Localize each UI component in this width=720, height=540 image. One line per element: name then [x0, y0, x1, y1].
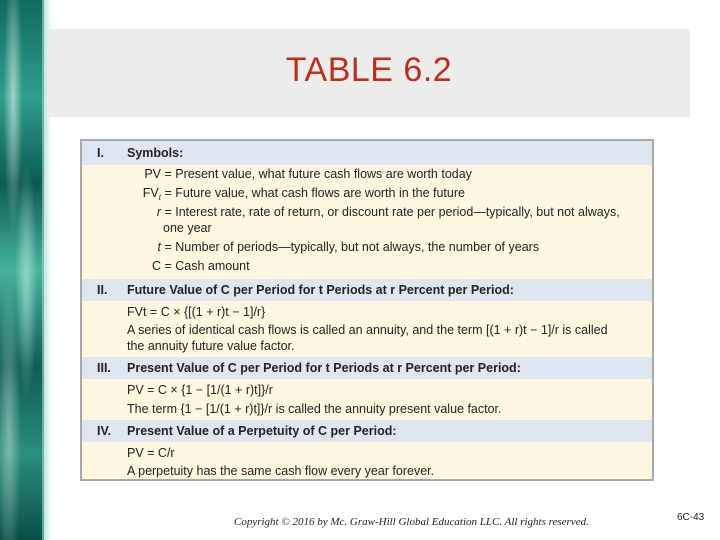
formula-line: the annuity future value factor.: [127, 339, 295, 353]
symbol: t: [157, 240, 161, 254]
definition: = Future value, what cash flows are worth in the future: [161, 186, 465, 200]
section-header-2: [82, 279, 652, 301]
definition: = Present value, what future cash flows are worth today: [161, 167, 472, 181]
title-band: [48, 29, 690, 117]
formula-line: The term {1 − [1/(1 + r)t]}/r is called the annuity present value factor.: [127, 402, 502, 416]
section-header-4: [82, 420, 652, 442]
section-heading: Symbols:: [127, 146, 184, 160]
symbol: C: [151, 259, 161, 273]
copyright-notice: Copyright © 2016 by Mc. Graw-Hill Global Education LLC. All rights reserved.: [234, 516, 589, 528]
symbol-line-t: [127, 240, 539, 254]
section-numeral: III.: [97, 361, 111, 375]
section-numeral: I.: [97, 146, 104, 160]
symbol: $FV_t$: [142, 186, 161, 202]
formula-line: A perpetuity has the same cash flow every year forever.: [127, 464, 435, 478]
definition: = Number of periods—typically, but not always, the number of years: [161, 240, 540, 254]
symbol-line-fv: [127, 186, 465, 202]
section-heading: Present Value of a Perpetuity of C per Period:: [127, 424, 397, 438]
slide-title: TABLE 6.2: [285, 51, 453, 89]
symbol: PV: [144, 167, 161, 181]
formula-line: FVt = C × {[(1 + r)t − 1]/r}: [127, 305, 266, 319]
definition: = Cash amount: [161, 259, 250, 273]
symbol-line-r: [127, 205, 620, 219]
section-header-1: [82, 141, 652, 165]
section-numeral: IV.: [97, 424, 112, 438]
formula-line: PV = C × {1 − [1/(1 + r)t]}/r: [127, 383, 273, 397]
definition: one year: [163, 221, 212, 235]
definition: = Interest rate, rate of return, or discount rate per period—typically, but not always,: [161, 205, 620, 219]
symbol-line-pv: [127, 167, 472, 181]
formula-table: [80, 139, 654, 481]
decorative-side-image: [0, 0, 44, 540]
section-heading: Present Value of C per Period for t Periods at r Percent per Period:: [127, 361, 521, 375]
formula-line: A series of identical cash flows is called an annuity, and the term [(1 + r)t − 1]/r is called: [127, 323, 608, 337]
section-heading: Future Value of C per Period for t Periods at r Percent per Period:: [127, 283, 514, 297]
symbol-line-c: [127, 259, 250, 273]
page-number: 6C-43: [677, 512, 705, 523]
section-header-3: [82, 357, 652, 379]
section-numeral: II.: [97, 283, 108, 297]
symbol: r: [156, 205, 161, 219]
formula-line: PV = C/r: [127, 446, 175, 460]
symbol-line-continuation: [127, 221, 212, 235]
